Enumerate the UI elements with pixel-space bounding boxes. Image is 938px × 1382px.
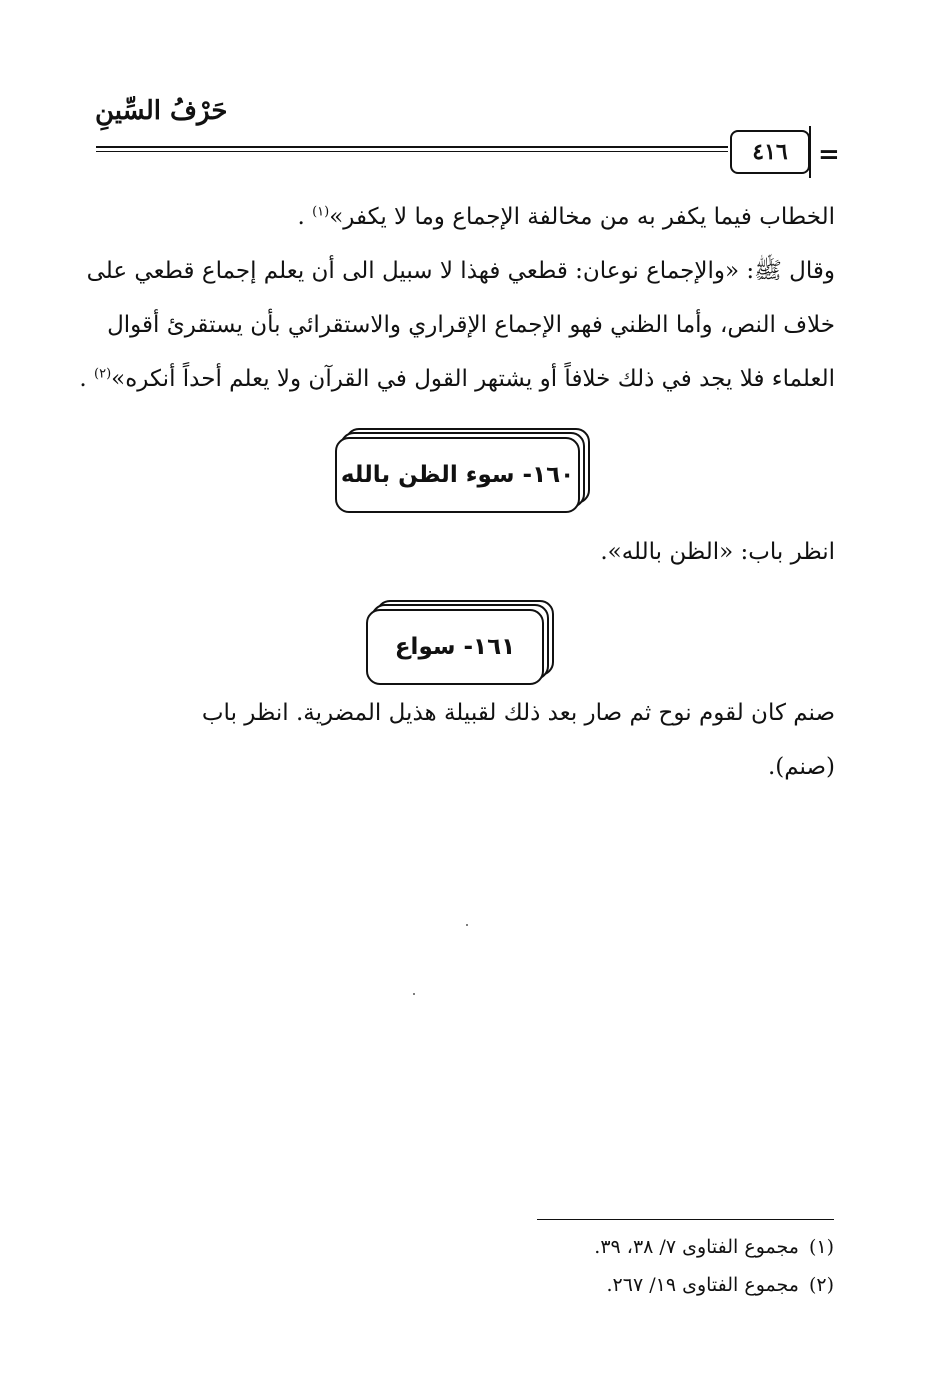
paragraph-line-3-text: العلماء فلا يجد في ذلك خلافاً أو يشتهر القول في القرآن ولا يعلم أحداً أنكره» xyxy=(111,366,835,392)
paragraph-line-2: (صنم). xyxy=(767,754,835,780)
footnote-ref-2: (٢) xyxy=(94,366,112,382)
footnote-number: (١) xyxy=(808,1236,834,1258)
paragraph-line-2: خلاف النص، وأما الظني فهو الإجماع الإقراري والاستقرائي بأن يستقرئ أقوال xyxy=(107,312,835,338)
section-heading-161: ١٦١- سواع xyxy=(366,609,544,685)
footnote-number: (٢) xyxy=(808,1274,834,1296)
section-heading-160: ١٦٠- سوء الظن بالله xyxy=(335,437,580,513)
cross-reference xyxy=(95,525,835,579)
paragraph-text: الخطاب فيما يكفر به من مخالفة الإجماع وما لا يكفر» xyxy=(329,204,835,230)
footnote-rule xyxy=(537,1219,834,1220)
paragraph-line xyxy=(95,190,835,244)
paragraph-ijma xyxy=(79,244,835,406)
header-rule xyxy=(96,146,728,148)
paragraph-continuation xyxy=(95,190,835,244)
footnote-text: مجموع الفتاوى ٧/ ٣٨، ٣٩. xyxy=(594,1236,799,1258)
footnote-text: مجموع الفتاوى ١٩/ ٢٦٧. xyxy=(606,1274,799,1296)
cross-reference-text: انظر باب: «الظن بالله». xyxy=(600,539,835,565)
header-edge-mark: = xyxy=(818,140,840,170)
sentence-end: . xyxy=(297,204,313,230)
running-title: حَرْفُ السِّينِ xyxy=(95,96,228,126)
print-speck xyxy=(466,924,468,926)
footnote-2 xyxy=(606,1274,834,1296)
paragraph-suwa xyxy=(95,686,835,794)
paragraph-line-3 xyxy=(79,352,835,406)
header-rule-secondary xyxy=(96,151,728,152)
page-number: ٤١٦ xyxy=(730,130,810,174)
footnote-ref-1: (١) xyxy=(312,204,330,220)
paragraph-line-1: صنم كان لقوم نوح ثم صار بعد ذلك لقبيلة هذيل المضرية. انظر باب xyxy=(201,700,835,726)
print-speck xyxy=(413,993,415,995)
sentence-end: . xyxy=(79,366,95,392)
footnote-1 xyxy=(594,1236,834,1258)
paragraph-line-1: وقال ﷺ: «والإجماع نوعان: قطعي فهذا لا سبيل الى أن يعلم إجماع قطعي على xyxy=(86,258,835,284)
